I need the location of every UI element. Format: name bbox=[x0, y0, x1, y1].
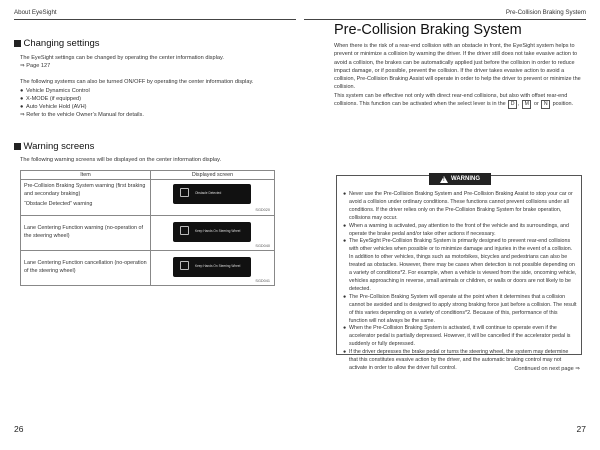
steering-wheel-icon bbox=[180, 261, 189, 270]
item-cell: Lane Centering Function warning (no-operation of the steering wheel) bbox=[21, 216, 151, 251]
list-item: ● Vehicle Dynamics Control bbox=[20, 87, 90, 94]
intro-body bbox=[334, 42, 584, 109]
table-row bbox=[21, 251, 275, 286]
section-square-icon bbox=[14, 40, 21, 47]
select-lever-n-key: N bbox=[541, 100, 550, 109]
warning-screens-intro: The following warning screens will be displayed on the center information display. bbox=[20, 157, 222, 163]
onoff-text: The following systems can also be turned ON/OFF by operating the center information display. bbox=[20, 79, 254, 86]
warning-triangle-icon: ! bbox=[440, 176, 448, 183]
list-item: ● The EyeSight Pre-Collision Braking System is primarily designed to prevent rear-end collisions with other vehicles when possible or to minimize damage and injuries in the event of a collision. In addition to other vehicles, things such as motorbikes, bicycles and pedestrians can also be treated as obstacles. However, there may be cases when detection is not possible depending on a variety of conditions*2. For example, when a vehicle is viewed from the side, oncoming vehicle, vehicles approaching in reverse, small animals or children, or walls or doors are not likely to be detected. bbox=[343, 238, 577, 292]
list-item: ● When a warning is activated, pay attention to the front of the vehicle and its surroundings, and operate the brake pedal and/or take other actions if necessary. bbox=[343, 222, 569, 237]
header-rule-left bbox=[14, 19, 296, 20]
warning-indicator-icon bbox=[180, 188, 189, 197]
item-cell: Pre-Collision Braking System warning (first braking and secondary braking) “Obstacle Detected” warning bbox=[21, 180, 151, 216]
figure-code: SGD020 bbox=[255, 208, 270, 212]
warning-screens-heading bbox=[14, 141, 94, 152]
figure-code: SGD040 bbox=[255, 244, 270, 248]
changing-settings-intro: The EyeSight settings can be changed by operating the center information display. bbox=[20, 55, 224, 61]
display-screen-image bbox=[173, 257, 251, 277]
item-cell: Lane Centering Function cancellation (no-operation of the steering wheel) bbox=[21, 251, 151, 286]
owners-manual-reference[interactable]: ⇒ Refer to the vehicle Owner’s Manual for details. bbox=[20, 112, 144, 119]
screen-message: Keep Hands On Steering Wheel bbox=[195, 229, 241, 233]
continued-next-page[interactable]: Continued on next page ⇒ bbox=[514, 366, 580, 372]
steering-wheel-icon bbox=[180, 226, 189, 235]
display-screen-image bbox=[173, 184, 251, 204]
intro-paragraph: When there is the risk of a rear-end collision with an obstacle in front, the EyeSight system helps to prevent or minimize a collision by warning the driver. If the driver still does not take evasive action to avoid a collision, the brakes can be automatically applied just before the collision in order to reduce impact damage, or if possible, prevent the collision. If the driver takes evasive action to avoid a collision, Pre-Collision Braking Assist will operate in order to help the driver to prevent or minimize the collision. bbox=[334, 43, 581, 91]
activation-paragraph: This system can be effective not only with direct rear-end collisions, but also with offset rear-end collisions. This function can be activated when the select lever is in the D , M or N position. bbox=[334, 92, 574, 108]
header-rule-right bbox=[304, 19, 586, 20]
list-item: ● The Pre-Collision Braking System will operate at the point when it determines that a collision cannot be avoided and is designed to apply strong braking force just before a collision. The result of this varies depending on a variety of conditions*2. Because of this, performance of this function will not always be the same. bbox=[343, 293, 577, 324]
page-number-right: 27 bbox=[576, 424, 586, 434]
changing-settings-heading bbox=[14, 38, 100, 49]
section-square-icon bbox=[14, 143, 21, 150]
screen-cell bbox=[151, 251, 275, 286]
page-reference-127[interactable]: ⇒ Page 127 bbox=[20, 63, 51, 70]
running-head-left: About EyeSight bbox=[14, 9, 57, 16]
warning-list bbox=[343, 191, 577, 373]
list-item: ● Never use the Pre-Collision Braking System and Pre-Collision Braking Assist to stop your car or avoid a collision under ordinary conditions. These functions cannot prevent collisions under all conditions. If the driver relies only on the Pre-Collision Braking System for brake operation, collisions may occur. bbox=[343, 191, 573, 221]
changing-settings-title: Changing settings bbox=[23, 38, 100, 49]
table-row bbox=[21, 216, 275, 251]
changing-settings-body bbox=[20, 54, 280, 119]
page-title: Pre-Collision Braking System bbox=[334, 22, 522, 38]
running-head-right: Pre-Collision Braking System bbox=[505, 9, 586, 16]
screen-cell bbox=[151, 216, 275, 251]
page-number-left: 26 bbox=[14, 424, 24, 434]
display-screen-image bbox=[173, 222, 251, 242]
list-item: ● If the driver depresses the brake pedal or turns the steering wheel, the system may determine that this constitutes evasive action by the driver, and the automatic braking control may not activate in order to allow the driver full control. bbox=[343, 349, 569, 371]
select-lever-m-key: M bbox=[522, 100, 531, 109]
screen-message: Obstacle Detected bbox=[195, 191, 222, 195]
warning-label: ! WARNING bbox=[429, 173, 491, 185]
right-page bbox=[300, 0, 600, 450]
warning-screens-title: Warning screens bbox=[23, 141, 95, 152]
warning-screens-table bbox=[20, 170, 275, 286]
screen-cell bbox=[151, 180, 275, 216]
list-item: ● When the Pre-Collision Braking System is activated, it will continue to operate even if the accelerator pedal is partially depressed. However, it will be cancelled if the accelerator pedal is suddenly or fully depressed. bbox=[343, 325, 571, 348]
column-header-item: Item bbox=[21, 171, 151, 180]
table-header-row bbox=[21, 171, 275, 180]
table-row bbox=[21, 180, 275, 216]
screen-message: Keep Hands On Steering Wheel bbox=[195, 264, 241, 268]
list-item: ● Auto Vehicle Hold (AVH) bbox=[20, 104, 87, 111]
column-header-screen: Displayed screen bbox=[151, 171, 275, 180]
select-lever-d-key: D bbox=[508, 100, 517, 109]
figure-code: SGD041 bbox=[255, 279, 270, 283]
list-item: ● X-MODE (if equipped) bbox=[20, 95, 82, 102]
